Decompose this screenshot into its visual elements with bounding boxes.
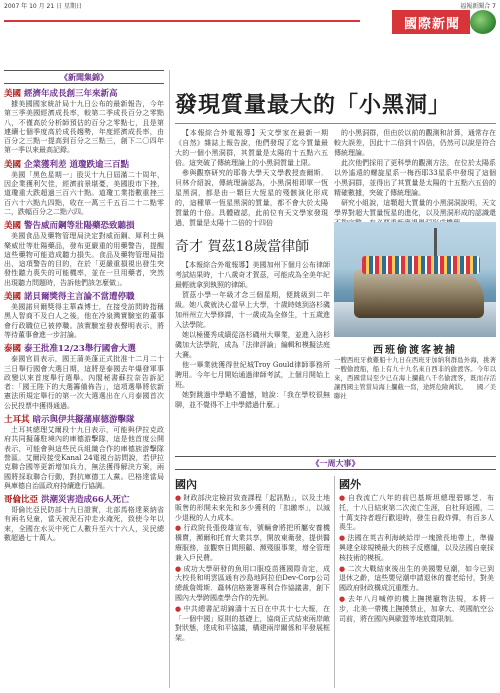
article-headline: 發現質量最大的「小黑洞」 [175,92,452,118]
news-item [4,291,164,340]
domestic-events-list [175,494,330,645]
news-item-body: 美國「黑色星期一」股災十九日屆滿二十周年，因企業獲利欠佳，經濟前景堪憂，美國股市下挫，道瓊重大跌超過三百六十點。道瓊工業指數重挫三百六十六點九四點，收在一萬三千五百二十二點零二，跌幅百分之二點六四。 [4,170,164,216]
news-item-title: 美國 警告威而鋼等壯陽藥恐致聽損 [4,221,135,232]
column-divider [169,70,170,688]
article-paragraph: 他一畢業就獲得世紀城Troy Gould律師事務所聘用。今年七月開始通過律師考試，上個月開始上班。 [175,361,330,389]
publication-name: 福報新聞合 7 [460,3,496,10]
international-events-list [339,494,494,625]
passengers-shape [362,256,480,274]
news-item [4,494,164,543]
news-item-title: 哥倫比亞 洪潮災害造成66人死亡 [4,495,130,506]
news-item-body: 泰國官員表示，國王蒲美蓬正式批准十二月二十三日舉行國會大選日期，這將是泰國去年爆發軍事政變以來首度舉行選舉。內閣秘書蘇拉奈告訴記者：「國王陛下的大選籌備佈告」，這項選舉將依新憲法所規定舉行的第一次大選選出在八月泰國首次公民投票中獲得通過。 [4,355,164,410]
news-item-body: 據美國國家統計局十九日公布的最新報告，今年第三季美國經濟成長率，較第二季成長百分之零點八，不僅高於分析師預估的百分之零點七，且是第連續七個季度高於成長趨勢，年度經濟成長率，由百分之三點一提高到百分之三點三，創下二〇四年第一季以來最高記錄。 [4,100,164,155]
news-brief-column [4,88,164,693]
section-banner [0,10,500,34]
news-item-body: 美國諾貝爾獎得主華森博士，在接受訪問時指稱黑人智商不及白人之後，他在冷泉灣實驗室的董事會行政職位已被停職。該實驗室發表聲明表示，將等待董事會進一步討論。 [4,303,164,339]
banner-rule [4,20,360,22]
news-item [4,414,164,491]
news-item [4,343,164,411]
article2-body [175,260,330,410]
news-item-body: 美國食品及藥物管理局決定對威而鋼、犀利士與樂威壯等壯陽藥品，發布更嚴重的用藥警告，提醒這些藥物可能造成聽力損失。食品及藥物管理局指出，這項警告的目的，在於「更嚴重損視出發生突發性聽力喪失的可能機率，並在一旦用藥者，突然出現聽力問題時，告訴他們該怎麼做」。 [4,232,164,287]
article-paragraph: 參與觀察研究的耶魯大學天文學教授查爾斯．貝林介紹說，傳統理論認為，小黑洞相即單一恆星黑洞，都是由一顆巨大恆星的殘骸演化形成的，這種單一恆星黑洞的質量，都不會大於太陽質量的十倍。具體確認，此前位有天文學家發現過，質量是太陽十二倍的十四倍 [175,169,328,227]
news-brief-tag: 《新聞集錦》 [4,70,164,84]
news-item-title: 美國 諾貝爾獎得主言論不當遭停職 [4,292,135,303]
news-item-body: 哥倫比亞民防部十九日證實，北部馬格達萊納省有兩名兒童，當天被泥石沖走水淹死，致使今年以來，全國在水災中死亡人數升至六十六人，災民總數超過七十萬人。 [4,506,164,542]
article-paragraph: 的小黑洞群，但由於以前的觀測和計算，通常存在較大誤差，因此十二倍到十四倍，仍然可以說是符合傳統理論。 [334,129,496,157]
list-item: ● 成功大學研發的魚用口服疫苗獲國際肯定，成大校長和明雲區通有沙島地阿拉伯Dev-Corp公司總裁詹姆斯．聶林信格簽署專利合作協議書，創下國內大學跨國產學合作的先例。 [175,564,330,602]
article-column-2 [334,128,496,228]
article2-headline: 奇才 賀茲18歲當律師 [175,239,310,255]
news-item-title: 美國 企業獲利差 道瓊跌逾三百點 [4,159,129,170]
news-item [4,88,164,156]
list-item: ● 二次大戰結束後出生的美國嬰兒潮，如今已到退休之齡，這些嬰兒潮申請退休的養老給付，對美國政府財政構成沉重壓力。 [339,564,494,593]
article-column-1 [175,128,328,228]
article-paragraph: 【本報綜合外電報導】美國加州下個月公布律師考試結果時，十八歲奇才賀茲，可能成為全美年紀最輕就拿到執照的律師。 [175,261,330,289]
news-item-title: 土耳其 暗示與伊共擬藩庫德游擊隊 [4,415,135,426]
photo-caption-title: 西班偷渡客被捕 [373,345,457,356]
section-title: 國際新聞 [392,10,470,34]
article-paragraph: 研究小組說，這顆超大質量的小黑洞洞說明，天文學界對超大質量恆星的進化，以及黑洞形成的認識還 [334,199,496,217]
photo-caption: 一艘西班牙救難船十九日在西班牙加納利群島外海，挑著一艘偷渡船，船上有九十九名來自西非的偷渡客。今年以來，西國當局至少已在海上攔截八千名偷渡客，既而存活讓西國主管當局海上攔截一寫，途經危險萬狀。 國／美聯社 [334,357,496,400]
headline-rule [175,123,496,124]
article-paragraph: 賀茲小學一年級才念三個星期，便跳級到二年級。她八歲就決心當早上大學，十歲時她到洛杉磯加州州立大學修課，十一歲成為全修生，十五歲進入法學院。 [175,291,330,329]
globe-icon [470,10,496,34]
list-item: ● 法國在英吉利海峽給岸一塊掀長地帶上，準備興建全球規模最大的核子反應爐，以及法國自豪採核技術的模板。 [339,534,494,562]
article-paragraph: 她對跳過中學略不遺憾，她說：「我在學校很無聊，並不覺得不上中學錯過什麼。」 [175,391,330,409]
domestic-heading: 國內 [175,478,197,491]
news-item-body: 土耳其總理艾爾段十九日表示，可能與伊拉克政府共同擬藩駐境內的庫德游擊隊，這是他首度公開表示，可能會與這些民兵組織合作的庫德族游擊隊營區。艾爾段接受Kanal 24電視台訪問說，若伊拉克聯合國等更新增加兵力，無法獲得解決方案，兩國將採取聯合行動，對抗庫德工人黨。巴格達當局與庫德自治區政府持續進行協調。 [4,426,164,490]
news-photo [334,222,496,337]
news-item [4,220,164,288]
weekly-events-tag: 《一周大事》 [175,456,496,470]
header-date: 2007 年 10 月 21 日 星期日 [4,3,82,10]
news-item-title: 泰國 泰王批准12/23舉行國會大選 [4,344,136,355]
migrant-boat-shape [354,270,484,318]
list-item: ● 去年八月喊停的機上撫摸寵物法規，本將一步，北美一帶機上撫摸禁止，加拿大、英國航空公司前，將在國內與歐盟等地放寬限制。 [339,594,495,623]
list-item: ● 行政院長張俊雄宣布，號輛會將把所屬安養機構賣，瀕爾和托育大業共享，開放東衛發，提供醫療服務，並觀察日間照顧、瀕殘服事業，增全管理兼入戶民費。 [175,524,330,562]
article-paragraph: 此次他們採用了更科學的觀測方法，在位於太陽系以外遙遠的螺旋星系一梅西耶33星系中發現了這個小黑洞群，並得出了其質量是太陽的十五點六五倍的精確數據，突破了傳統理論。 [334,159,496,197]
article-paragraph: 她以極優秀成績從洛杉磯州大畢業，並進入洛杉磯加大法學院，成為「法律評論」編輯和模擬法庭大賽。 [175,331,330,359]
column-divider [334,476,335,688]
international-heading: 國外 [339,478,361,491]
list-item: ● 財政部決定檢討致查課程「起訊點」，以及土地販售的形開未來先和多少獲利的「扣繳率」，以減少退稅的人力成本。 [175,494,331,522]
list-item: ● 中共總書記胡錦濤十五日在中共十七大報，在「一個中國」原則的基礎上，協商正式結束兩岸敵對狀態，達成和平協議，構建兩岸關係和平發展框架。 [175,604,330,643]
news-item [4,159,164,217]
list-item: ● 自我流亡八年的前巴基斯坦總理碧娜芝．布托，十八日結束第二次流亡生涯，自杜拜返國，二十萬支持者趕行歡迎時，發生自殺炸彈，有百多人喪生。 [339,494,495,532]
article-paragraph: 【本報綜合外電報導】天文學家在最新一期《自然》雜誌上報告說，他們發現了迄今質量最大的一個小黑洞群，其質量是太陽的十五點六五倍。這突破了傳統理論上的小黑洞質量上限。 [175,129,328,167]
news-item-title: 美國 經濟年成長創三年來新高 [4,89,118,99]
